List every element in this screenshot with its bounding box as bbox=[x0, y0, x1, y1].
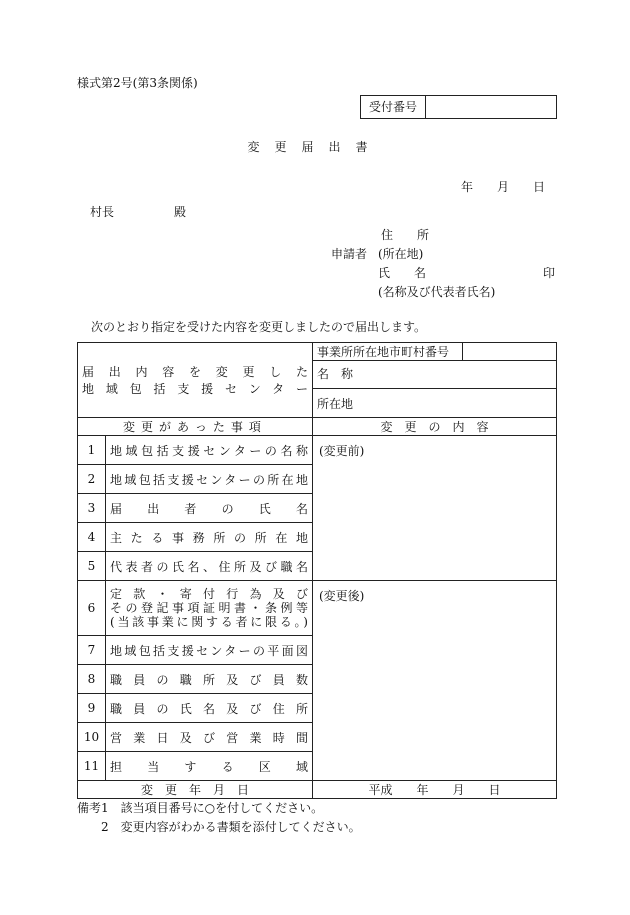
item-number: 2 bbox=[78, 465, 106, 494]
after-content-field[interactable] bbox=[313, 581, 557, 781]
name-sub-label: (名称及び代表者氏名) bbox=[378, 285, 496, 299]
receipt-number-label: 受付番号 bbox=[361, 96, 426, 118]
item-number: 9 bbox=[78, 694, 106, 723]
address-sub-label: (所在地) bbox=[378, 247, 424, 261]
note-2: 2 変更内容がわかる書類を添付してください。 bbox=[101, 820, 361, 834]
item-number: 4 bbox=[78, 523, 106, 552]
item-label: 地域包括支援センターの名称 bbox=[106, 436, 313, 465]
item-label: 担当する区域 bbox=[106, 752, 313, 781]
item-label: 営業日及び営業時間 bbox=[106, 723, 313, 752]
seal-mark: 印 bbox=[543, 266, 556, 280]
city-code-field[interactable] bbox=[463, 343, 557, 361]
item-label: 定款・寄付行為及び その登記事項証明書・条例等 (当該事業に関する者に限る。) bbox=[106, 581, 313, 636]
receipt-number-box bbox=[360, 95, 557, 119]
before-label: (変更前) bbox=[319, 444, 365, 458]
change-date-field[interactable]: 平成 年 月 日 bbox=[313, 781, 557, 799]
item-label: 職員の氏名及び住所 bbox=[106, 694, 313, 723]
intro-text: 次のとおり指定を受けた内容を変更しましたので届出します。 bbox=[91, 320, 427, 334]
item-number: 5 bbox=[78, 552, 106, 581]
change-date-label: 変 更 年 月 日 bbox=[78, 781, 313, 799]
col-item-header: 変更があった事項 bbox=[78, 418, 313, 436]
item-number: 11 bbox=[78, 752, 106, 781]
item-number: 3 bbox=[78, 494, 106, 523]
receipt-number-field[interactable] bbox=[426, 96, 556, 118]
item-label: 地域包括支援センターの平面図 bbox=[106, 636, 313, 665]
form-number: 様式第2号(第3条関係) bbox=[77, 76, 198, 90]
item-label: 届出者の氏名 bbox=[106, 494, 313, 523]
date-line: 年 月 日 bbox=[461, 180, 546, 194]
document-title: 変更届出書 bbox=[247, 140, 383, 154]
item-label: 代表者の氏名、住所及び職名 bbox=[106, 552, 313, 581]
item-label: 地域包括支援センターの所在地 bbox=[106, 465, 313, 494]
center-name-label: 名 称 bbox=[313, 361, 557, 389]
note-1: 備考1 該当項目番号に○を付してください。 bbox=[77, 801, 324, 815]
center-label-line2: 地域包括支援センター bbox=[82, 382, 308, 396]
item-label: 職員の職所及び員数 bbox=[106, 665, 313, 694]
center-location-label: 所在地 bbox=[313, 389, 557, 418]
after-label: (変更後) bbox=[319, 589, 365, 603]
center-label-line1: 届出内容を変更した bbox=[82, 365, 308, 379]
addressee: 村長 殿 bbox=[90, 205, 187, 219]
item-number: 8 bbox=[78, 665, 106, 694]
name-label: 氏 名 bbox=[378, 266, 427, 280]
item-number: 7 bbox=[78, 636, 106, 665]
address-label: 住 所 bbox=[381, 228, 430, 242]
item-number: 6 bbox=[78, 581, 106, 636]
city-code-label: 事業所所在地市町村番号 bbox=[313, 343, 463, 361]
applicant-label: 申請者 bbox=[331, 247, 368, 261]
item-label: 主たる事務所の所在地 bbox=[106, 523, 313, 552]
before-content-field[interactable] bbox=[313, 436, 557, 581]
item-number: 10 bbox=[78, 723, 106, 752]
col-content-header: 変 更 の 内 容 bbox=[313, 418, 557, 436]
change-notification-table bbox=[77, 342, 557, 799]
item-number: 1 bbox=[78, 436, 106, 465]
center-label-cell bbox=[78, 343, 313, 418]
